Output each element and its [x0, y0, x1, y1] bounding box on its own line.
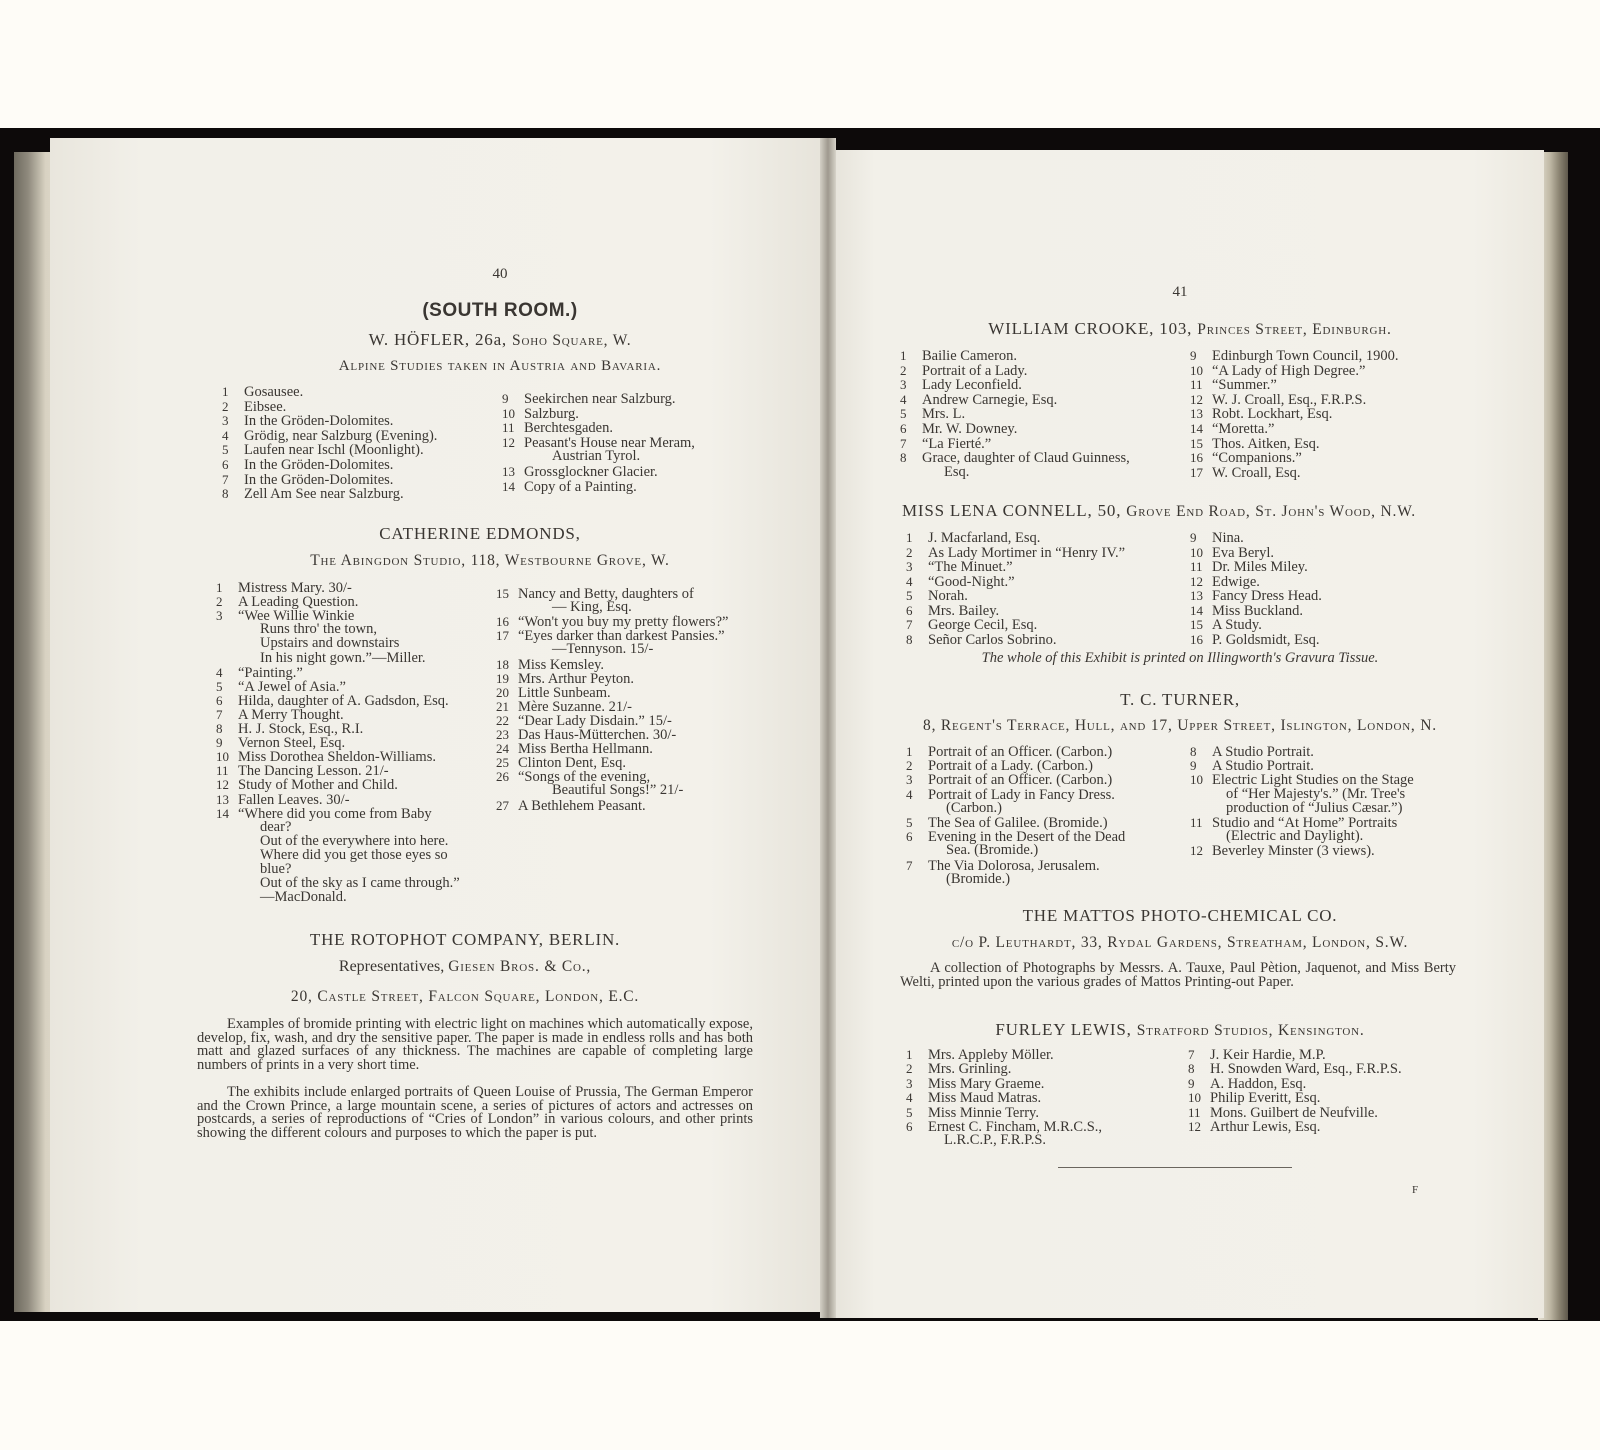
item-text: Portrait of Lady in Fancy Dress. — [928, 786, 1115, 803]
list-item — [1190, 829, 1363, 844]
item-text: L.R.C.P., F.R.P.S. — [944, 1132, 1047, 1149]
list-item — [222, 399, 286, 415]
item-text: blue? — [260, 861, 292, 877]
list-item — [1190, 348, 1399, 364]
item-number: 5 — [906, 1104, 913, 1120]
crooke-heading: WILLIAM CROOKE, 103, Princes Street, Edinburgh. — [988, 319, 1392, 338]
item-number: 11 — [1190, 815, 1203, 830]
item-number: 3 — [906, 1075, 913, 1091]
item-number: 5 — [222, 442, 229, 458]
item-text: “Eyes darker than darkest Pansies.” — [518, 628, 725, 645]
item-number: 16 — [1190, 450, 1203, 466]
item-number: 1 — [906, 744, 913, 759]
item-text: Thos. Aitken, Esq. — [1212, 435, 1320, 452]
item-number: 11 — [216, 763, 229, 779]
item-text: Copy of a Painting. — [524, 478, 637, 495]
list-item — [906, 801, 1002, 816]
list-item — [900, 465, 969, 480]
list-item — [222, 486, 404, 502]
item-text: A Study. — [1212, 617, 1262, 633]
item-text: Miss Maud Matras. — [928, 1090, 1042, 1107]
item-text: Bailie Cameron. — [922, 348, 1018, 364]
item-text: Hilda, daughter of A. Gadsdon, Esq. — [238, 692, 449, 709]
item-text: Miss Kemsley. — [518, 656, 605, 673]
item-number: 2 — [906, 544, 913, 560]
item-text: production of “Julius Cæsar.”) — [1226, 799, 1403, 816]
item-text: Nancy and Betty, daughters of — [518, 586, 694, 602]
item-number: 17 — [496, 628, 509, 644]
item-text: Mistress Mary. 30/- — [238, 580, 352, 596]
mattos-address: c/o P. Leuthardt, 33, Rydal Gardens, Streatham, London, S.W. — [951, 934, 1409, 951]
list-item — [1190, 843, 1375, 859]
list-item — [1190, 465, 1300, 481]
item-text: A. Haddon, Esq. — [1210, 1075, 1307, 1092]
item-text: (Electric and Daylight). — [1226, 828, 1364, 845]
item-text: “Songs of the evening, — [518, 769, 651, 786]
item-text: —Tennyson. 15/- — [552, 641, 654, 658]
item-number: 1 — [216, 580, 223, 595]
item-number: 13 — [1190, 406, 1203, 422]
item-number: 2 — [906, 1061, 913, 1077]
list-item — [906, 1133, 1046, 1148]
list-item — [900, 406, 965, 422]
item-text: In the Gröden-Dolomites. — [244, 471, 394, 488]
item-text: H. Snowden Ward, Esq., F.R.P.S. — [1210, 1061, 1402, 1078]
item-text: In the Gröden-Dolomites. — [244, 457, 394, 473]
turner-address: 8, Regent's Terrace, Hull, and 17, Upper Street, Islington, London, N. — [923, 717, 1437, 734]
item-text: of “Her Majesty's.” (Mr. Tree's — [1226, 785, 1406, 802]
list-item — [1188, 1119, 1320, 1135]
item-number: 16 — [1190, 631, 1203, 647]
lewis-heading: FURLEY LEWIS, Stratford Studios, Kensington. — [995, 1020, 1365, 1039]
item-text: In the Gröden-Dolomites. — [244, 413, 394, 430]
list-item — [496, 642, 653, 657]
item-text: “Painting.” — [238, 664, 303, 681]
item-text: Lady Leconfield. — [922, 377, 1022, 394]
item-text: Sea. (Bromide.) — [946, 842, 1039, 859]
item-number: 14 — [502, 478, 515, 494]
item-text: In his night gown.”—Miller. — [260, 649, 426, 666]
item-text: Eva Beryl. — [1212, 544, 1275, 561]
list-item — [1190, 421, 1274, 437]
item-number: 9 — [1190, 530, 1197, 545]
item-text: Out of the everywhere into here. — [260, 832, 449, 849]
item-text: Mr. W. Downey. — [922, 421, 1018, 437]
item-number: 26 — [496, 769, 509, 785]
list-item — [900, 377, 1022, 393]
item-text: Runs thro' the town, — [260, 621, 377, 638]
item-number: 2 — [906, 758, 913, 774]
list-item — [1190, 436, 1320, 452]
item-text: “Dear Lady Disdain.” 15/- — [518, 712, 672, 729]
item-number: 17 — [1190, 464, 1203, 480]
list-item — [900, 436, 991, 452]
item-number: 1 — [222, 384, 229, 399]
item-text: The Sea of Galilee. (Bromide.) — [928, 815, 1108, 831]
item-number: 7 — [906, 617, 913, 632]
item-number: 6 — [900, 421, 907, 436]
item-number: 2 — [900, 362, 907, 378]
item-number: 3 — [906, 772, 913, 788]
rotophot-paragraph-1: Examples of bromide printing with electric light on machines which automatically expose, develop, fix, wash, and dry the sensitive paper. The paper is made in endless rolls and has both matt and glazed surfaces of any thickness. The machines are capable of completing large numbers of prints in a very short time. — [197, 1016, 753, 1073]
list-item — [502, 464, 658, 480]
hofler-subheading: Alpine Studies taken in Austria and Bavaria. — [338, 358, 662, 374]
item-number: 21 — [496, 698, 509, 714]
item-text: Miss Buckland. — [1212, 602, 1304, 619]
item-text: Peasant's House near Meram, — [524, 434, 695, 451]
item-text: “Summer.” — [1212, 377, 1277, 394]
item-text: Where did you get those eyes so — [260, 846, 448, 863]
item-text: “Where did you come from Baby — [238, 805, 432, 822]
list-item — [222, 428, 437, 444]
item-number: 11 — [1190, 559, 1203, 574]
item-number: 8 — [906, 631, 913, 647]
mattos-heading: THE MATTOS PHOTO-CHEMICAL CO. — [1022, 906, 1338, 925]
list-item — [502, 420, 613, 436]
item-number: 11 — [1188, 1104, 1201, 1120]
item-text: Grace, daughter of Claud Guinness, — [922, 450, 1130, 467]
item-text: Mrs. Arthur Peyton. — [518, 670, 634, 687]
item-text: “Companions.” — [1212, 450, 1302, 467]
item-number: 22 — [496, 712, 509, 728]
list-item — [216, 890, 347, 905]
item-text: Miss Minnie Terry. — [928, 1104, 1039, 1121]
item-text: A Bethlehem Peasant. — [518, 797, 646, 814]
item-number: 14 — [1190, 602, 1203, 618]
list-item — [502, 449, 640, 464]
item-text: “Won't you buy my pretty flowers?” — [518, 614, 729, 631]
item-text: Upstairs and downstairs — [260, 635, 400, 652]
list-item — [496, 783, 683, 798]
item-number: 8 — [222, 486, 229, 502]
item-text: Norah. — [928, 588, 968, 604]
item-text: —MacDonald. — [260, 889, 347, 906]
item-text: Berchtesgaden. — [524, 420, 613, 437]
item-number: 2 — [222, 398, 229, 414]
item-text: Esq. — [944, 463, 970, 480]
item-number: 10 — [1190, 772, 1203, 788]
item-number: 13 — [216, 791, 229, 807]
item-number: 6 — [222, 457, 229, 472]
item-text: Mons. Guilbert de Neufville. — [1210, 1104, 1378, 1121]
item-number: 9 — [1190, 758, 1197, 774]
item-number: 5 — [906, 815, 913, 830]
item-number: 11 — [502, 420, 515, 436]
item-text: “A Lady of High Degree.” — [1212, 362, 1366, 379]
item-text: Robt. Lockhart, Esq. — [1212, 406, 1333, 423]
list-item — [900, 392, 1057, 408]
item-text: Nina. — [1212, 530, 1244, 546]
item-number: 7 — [216, 706, 223, 722]
item-number: 6 — [906, 1119, 913, 1134]
item-number: 4 — [216, 664, 223, 680]
list-item — [1190, 392, 1366, 408]
item-text: As Lady Mortimer in “Henry IV.” — [928, 544, 1126, 561]
item-text: H. J. Stock, Esq., R.I. — [238, 721, 364, 737]
list-item — [496, 798, 646, 814]
item-number: 1 — [906, 1047, 913, 1062]
item-number: 7 — [222, 471, 229, 487]
item-text: A Merry Thought. — [238, 706, 344, 723]
item-number: 4 — [906, 786, 913, 802]
list-item — [502, 391, 676, 407]
list-item — [1190, 632, 1320, 648]
item-text: Mère Suzanne. 21/- — [518, 698, 632, 715]
item-text: Seekirchen near Salzburg. — [524, 391, 676, 407]
item-text: Mrs. Bailey. — [928, 602, 1000, 619]
item-text: Grossglockner Glacier. — [524, 464, 658, 480]
item-text: Dr. Miles Miley. — [1212, 559, 1308, 575]
item-number: 16 — [496, 614, 509, 630]
item-text: Eibsee. — [244, 398, 287, 415]
item-number: 12 — [502, 434, 515, 450]
item-number: 9 — [1188, 1075, 1195, 1091]
list-item — [502, 479, 637, 495]
edmonds-subheading: The Abingdon Studio, 118, Westbourne Grove, W. — [310, 552, 670, 569]
item-number: 9 — [216, 735, 223, 751]
item-number: 3 — [216, 608, 223, 624]
list-item — [900, 348, 1017, 364]
signature-mark: F — [1412, 1184, 1419, 1196]
list-item — [900, 363, 1027, 379]
item-text: dear? — [260, 818, 292, 835]
item-text: Miss Mary Graeme. — [928, 1075, 1045, 1092]
item-text: Portrait of a Lady. (Carbon.) — [928, 758, 1093, 775]
item-text: Electric Light Studies on the Stage — [1212, 772, 1414, 789]
item-text: Miss Bertha Hellmann. — [518, 741, 653, 758]
item-number: 10 — [1188, 1090, 1201, 1106]
item-number: 20 — [496, 684, 509, 700]
item-number: 27 — [496, 797, 509, 813]
item-text: Little Sunbeam. — [518, 684, 611, 701]
item-number: 7 — [906, 857, 913, 873]
item-number: 3 — [222, 413, 229, 429]
item-text: P. Goldsmidt, Esq. — [1212, 631, 1320, 648]
list-item — [1190, 801, 1402, 816]
item-text: Señor Carlos Sobrino. — [928, 631, 1057, 648]
item-number: 11 — [1190, 377, 1203, 393]
item-text: Out of the sky as I came through.” — [260, 875, 460, 892]
item-number: 10 — [216, 749, 229, 765]
item-text: Arthur Lewis, Esq. — [1210, 1119, 1321, 1135]
item-number: 10 — [502, 405, 515, 421]
item-number: 12 — [1190, 391, 1203, 407]
item-text: A Studio Portrait. — [1212, 758, 1314, 775]
item-number: 15 — [1190, 435, 1203, 451]
item-number: 9 — [502, 391, 509, 406]
item-number: 12 — [1190, 843, 1203, 859]
item-text: (Bromide.) — [946, 870, 1011, 887]
item-text: Laufen near Ischl (Moonlight). — [244, 442, 424, 459]
item-number: 9 — [1190, 348, 1197, 363]
item-number: 15 — [1190, 617, 1203, 632]
edmonds-heading: CATHERINE EDMONDS, — [379, 524, 581, 543]
item-text: Fancy Dress Head. — [1212, 588, 1322, 604]
item-text: A Studio Portrait. — [1212, 744, 1314, 760]
item-text: Portrait of an Officer. (Carbon.) — [928, 772, 1113, 789]
item-number: 6 — [906, 602, 913, 618]
connell-note: The whole of this Exhibit is printed on Illingworth's Gravura Tissue. — [981, 650, 1379, 666]
item-number: 25 — [496, 755, 509, 771]
item-number: 10 — [1190, 544, 1203, 560]
list-item — [900, 421, 1017, 437]
item-number: 1 — [900, 348, 907, 363]
list-item — [1190, 363, 1365, 379]
list-item — [222, 457, 393, 473]
item-number: 7 — [1188, 1047, 1195, 1062]
list-item — [1190, 406, 1332, 422]
item-text: W. J. Croall, Esq., F.R.P.S. — [1212, 391, 1367, 408]
item-text: Vernon Steel, Esq. — [238, 735, 346, 752]
item-text: “Wee Willie Winkie — [238, 608, 355, 625]
item-text: “La Fierté.” — [922, 435, 992, 452]
list-item — [222, 413, 393, 429]
item-text: Andrew Carnegie, Esq. — [922, 391, 1058, 408]
list-item — [1190, 450, 1302, 466]
list-item — [906, 632, 1056, 648]
item-number: 4 — [906, 1090, 913, 1106]
item-number: 6 — [906, 829, 913, 845]
item-text: Edwige. — [1212, 573, 1260, 590]
item-number: 5 — [900, 406, 907, 422]
list-item — [906, 872, 1010, 887]
item-number: 18 — [496, 656, 509, 672]
item-text: Beverley Minster (3 views). — [1212, 843, 1375, 860]
item-text: Portrait of an Officer. (Carbon.) — [928, 744, 1113, 760]
item-number: 15 — [496, 586, 509, 601]
item-number: 12 — [1190, 573, 1203, 589]
item-text: — King, Esq. — [552, 599, 632, 616]
item-number: 19 — [496, 670, 509, 686]
item-text: “A Jewel of Asia.” — [238, 678, 346, 695]
rotophot-heading: THE ROTOPHOT COMPANY, BERLIN. — [309, 930, 621, 949]
item-number: 2 — [216, 594, 223, 610]
list-item — [216, 651, 426, 666]
item-number: 8 — [900, 450, 907, 466]
item-text: Ernest C. Fincham, M.R.C.S., — [928, 1119, 1103, 1135]
item-text: Evening in the Desert of the Dead — [928, 829, 1126, 846]
item-number: 3 — [900, 377, 907, 393]
list-item — [1190, 377, 1277, 393]
book-gutter — [820, 138, 836, 1318]
item-text: Austrian Tyrol. — [552, 448, 641, 465]
item-text: Mrs. Appleby Möller. — [928, 1047, 1054, 1063]
item-number: 5 — [216, 678, 223, 694]
item-number: 8 — [216, 721, 223, 736]
rotophot-paragraph-2: The exhibits include enlarged portraits of Queen Louise of Prussia, The German Emperor and the Crown Prince, a large mountain scene, a series of pictures of actors and actresses on postcards, a series of reproductions of “Cries of London” in various colours, and other prints showing the different colours and purposes to which the paper is put. — [197, 1084, 753, 1141]
item-text: J. Macfarland, Esq. — [928, 530, 1041, 546]
page-number-41: 41 — [1172, 284, 1188, 300]
item-text: Grödig, near Salzburg (Evening). — [244, 427, 438, 444]
item-number: 13 — [502, 464, 515, 479]
list-item — [222, 472, 393, 488]
turner-heading: T. C. TURNER, — [1120, 690, 1240, 709]
item-text: Miss Dorothea Sheldon-Williams. — [238, 749, 436, 766]
item-text: Mrs. L. — [922, 406, 966, 423]
item-number: 14 — [1190, 421, 1203, 436]
item-number: 4 — [900, 391, 907, 407]
item-text: “Moretta.” — [1212, 421, 1275, 437]
item-text: Philip Everitt, Esq. — [1210, 1090, 1321, 1107]
item-text: (Carbon.) — [946, 799, 1002, 816]
item-number: 5 — [906, 588, 913, 603]
list-item — [496, 600, 632, 615]
item-text: Beautiful Songs!” 21/- — [552, 782, 684, 799]
item-text: Portrait of a Lady. — [922, 362, 1028, 379]
item-number: 6 — [216, 692, 223, 708]
list-item — [502, 406, 579, 422]
item-text: Study of Mother and Child. — [238, 777, 398, 794]
horizontal-rule — [1058, 1167, 1292, 1168]
item-number: 24 — [496, 741, 509, 757]
item-text: Studio and “At Home” Portraits — [1212, 815, 1398, 831]
item-number: 8 — [1188, 1061, 1195, 1077]
item-number: 12 — [1188, 1119, 1201, 1134]
item-text: Clinton Dent, Esq. — [518, 755, 626, 772]
item-number: 13 — [1190, 588, 1203, 603]
item-text: Gosausee. — [244, 384, 304, 400]
item-text: Zell Am See near Salzburg. — [244, 486, 404, 503]
item-text: Das Haus-Mütterchen. 30/- — [518, 727, 677, 743]
rotophot-address: 20, Castle Street, Falcon Square, London, E.C. — [290, 988, 640, 1005]
item-text: The Dancing Lesson. 21/- — [238, 763, 389, 780]
item-text: “Good-Night.” — [928, 573, 1015, 590]
mattos-paragraph: A collection of Photographs by Messrs. A. Tauxe, Paul Pètion, Jaquenot, and Miss Berty Welti, printed upon the various grades of Mattos Printing-out Paper. — [900, 960, 1456, 990]
rotophot-representatives: Representatives, Giesen Bros. & Co., — [338, 958, 592, 975]
item-number: 4 — [222, 427, 229, 443]
list-item — [222, 384, 303, 400]
item-number: 8 — [1190, 744, 1197, 759]
item-number: 12 — [216, 777, 229, 793]
item-text: “The Minuet.” — [928, 559, 1013, 575]
item-number: 10 — [1190, 362, 1203, 378]
item-text: Mrs. Grinling. — [928, 1061, 1012, 1078]
hofler-heading: W. HÖFLER, 26a, Soho Square, W. — [368, 330, 632, 349]
item-text: W. Croall, Esq. — [1212, 464, 1301, 481]
item-text: J. Keir Hardie, M.P. — [1210, 1047, 1326, 1063]
item-text: Salzburg. — [524, 405, 579, 422]
item-number: 3 — [906, 559, 913, 574]
item-text: The Via Dolorosa, Jerusalem. — [928, 857, 1100, 874]
list-item — [222, 442, 424, 458]
room-heading: (SOUTH ROOM.) — [422, 300, 578, 321]
item-number: 1 — [906, 530, 913, 545]
list-item — [906, 843, 1038, 858]
item-number: 4 — [906, 573, 913, 589]
item-number: 14 — [216, 805, 229, 821]
item-number: 7 — [900, 435, 907, 451]
item-text: Edinburgh Town Council, 1900. — [1212, 348, 1399, 364]
item-text: A Leading Question. — [238, 594, 359, 611]
item-text: George Cecil, Esq. — [928, 617, 1038, 633]
page-number-40: 40 — [492, 266, 508, 282]
item-number: 23 — [496, 727, 509, 742]
connell-heading: MISS LENA CONNELL, 50, Grove End Road, St. John's Wood, N.W. — [902, 501, 1416, 520]
item-text: Fallen Leaves. 30/- — [238, 791, 350, 808]
